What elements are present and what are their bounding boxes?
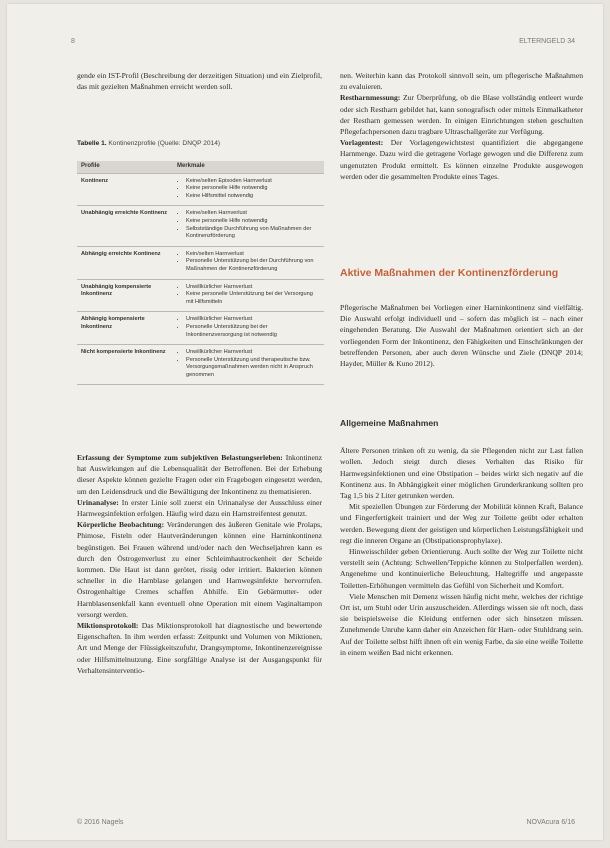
paragraph-lead: Körperliche Beobachtung:: [77, 520, 165, 530]
profile-cell: Unabhängig erreichte Kontinenz: [77, 206, 173, 246]
paragraph-lead: Vorlagentest:: [340, 138, 384, 148]
features-cell: [173, 312, 324, 345]
features-cell: [173, 345, 324, 385]
body-paragraph: [340, 92, 583, 137]
paragraph-text: Der Vorlagengewichtstest quantifiziert die abgegangene Harnmenge. Dazu wird die getragene Vorlage gewogen und die Differenz zum ungenutzten Produkt ermittelt. Es können einzelne Produkte ausgewogen werden oder die gesammelten Produkte eines Tages.: [340, 138, 583, 181]
table-row: [77, 173, 324, 206]
body-paragraph: [77, 519, 322, 620]
paragraph-lead: Miktionsprotokoll:: [77, 621, 139, 631]
page-number: 8: [71, 38, 75, 45]
paragraph-text: nen. Weiterhin kann das Protokoll sinnvoll sein, um pflegerische Maßnahmen zu evaluieren.: [340, 71, 583, 92]
body-paragraph: Mit speziellen Übungen zur Förderung der Mobilität können Kraft, Balance und Fingerfertigkeit trainiert und der Weg zur Toilette geübt oder erhalten werden. Bewegung dient der geistigen und körperlichen Leistungsfähigkeit und regt die inneren Organe an (Obstipationsprophylaxe).: [340, 502, 583, 545]
feature-item: • Keine Hilfsmittel notwendig: [186, 193, 320, 201]
features-list: [177, 349, 320, 379]
right-column-intro: [340, 70, 583, 182]
left-column-text: [77, 452, 322, 676]
feature-item: • Personelle Unterstützung und therapeutische bzw. Versorgungsmaßnahmen werden nicht in Anspruch genommen: [186, 357, 320, 380]
section-allgemeine: [340, 418, 583, 658]
profile-cell: Kontinenz: [77, 173, 173, 206]
features-list: [177, 210, 320, 240]
body-paragraph: [77, 452, 322, 497]
paragraph-lead: Erfassung der Symptome zum subjektiven Belastungserleben:: [77, 453, 283, 462]
features-cell: [173, 246, 324, 279]
table-row: [77, 206, 324, 246]
table-row: [77, 345, 324, 385]
section-aktive: [340, 266, 583, 369]
feature-item: • Keine/selten Episoden Harnverlust: [186, 178, 320, 186]
profile-cell: Abhängig erreichte Kontinenz: [77, 246, 173, 279]
feature-item: • Selbstständige Durchführung von Maßnahmen der Kontinenzförderung: [186, 226, 320, 241]
feature-item: • Keine personelle Unterstützung bei der Versorgung mit Hilfsmitteln: [186, 291, 320, 306]
features-list: [177, 251, 320, 274]
paragraph-lead: Urinanalyse:: [77, 497, 119, 507]
body-paragraph: Viele Menschen mit Demenz wissen häufig nicht mehr, welches der richtige Ort ist, um Stuhl oder Urin auszuscheiden. Allerdings wissen sie oft noch, dass sie beispielsweise die Kleidung entfernen oder sich hinsetzen müssen. Zunehmende Unruhe kann daher ein Anzeichen für Harn- oder Stuhldrang sein. Auf der Toilette selbst hilft ihnen oft ein wenig Farbe, da sie eine weiße Toilette in einem weißen Bad nicht erkennen.: [340, 591, 583, 657]
document-page: [7, 4, 603, 840]
table-row: [77, 246, 324, 279]
paragraph-text: Inkontinenz hat Auswirkungen auf die Lebensqualität der Betroffenen. Bei der Erhebung dieser Aspekte können gezielte Fragen oder ein Fragebogen eingesetzt werden, um den Leidensdruck und die Bewältigung der Inkontinenz zu thematisieren.: [77, 453, 323, 496]
features-cell: [173, 173, 324, 206]
features-list: [177, 284, 320, 307]
body-paragraph: [340, 70, 583, 92]
paragraph-text: In erster Linie soll zuerst ein Urinanalyse der Ausschluss einer Harnwegsinfektion erfolgen. Häufig wird dazu ein Harnstreifentest genutzt.: [77, 497, 322, 519]
running-header: ELTERNGELD 34: [519, 38, 575, 45]
section-heading-aktive: Aktive Maßnahmen der Kontinenzförderung: [340, 267, 559, 279]
caption-text: Kontinenzprofile (Quelle: DNQP 2014): [106, 140, 221, 147]
paragraph-text: Zur Überprüfung, ob die Blase vollständig entleert wurde oder sich Restharn gebildet hat, kann sonografisch oder mittels Einmalkatheter der Restharn gemessen werden. In einigen Einrichtungen stehen geschulten Pflegefachpersonen dazu tragbare Ultraschallgeräte zur Verfügung.: [340, 93, 583, 137]
paragraph-text: Das Miktionsprotokoll hat diagnostische und bewertende Eigenschaften. In ihm werden erfasst: Zeitpunkt und Volumen von Miktionen, Art und Menge der Flüssigkeitszufuhr, Drangsymptome, Inkontinenzereignisse oder Hilfsmittelnutzung. Eine sorgfältige Analyse ist der Ausgangspunkt für Verhaltensinterventio-: [77, 621, 322, 675]
feature-item: • Personelle Unterstützung bei der Inkontinenzversorgung ist notwendig: [186, 324, 320, 339]
features-list: [177, 316, 320, 339]
continence-profile-table: [77, 161, 324, 385]
paragraph-lead: Restharnmessung:: [340, 93, 401, 103]
intro-paragraph: gende ein IST-Profil (Beschreibung der derzeitigen Situation) und ein Zielprofil, das mit gezielten Maßnahmen erreicht werden soll.: [77, 71, 322, 92]
features-cell: [173, 279, 324, 312]
table-header-merkmale: Merkmale: [173, 161, 324, 173]
feature-item: • Personelle Unterstützung bei der Durchführung von Maßnahmen der Kontinenzförderung: [186, 258, 320, 273]
feature-item: • Kein/selten Harnverlust: [186, 251, 320, 259]
body-paragraph: [77, 620, 322, 676]
body-paragraph: [340, 137, 583, 182]
feature-item: • Unwillkürlicher Harnverlust: [186, 284, 320, 292]
body-paragraph: [77, 497, 322, 519]
table-row: [77, 312, 324, 345]
table-header-profil: Profile: [77, 161, 173, 173]
profile-cell: Unabhängig kompensierte Inkontinenz: [77, 279, 173, 312]
paragraph-text: Veränderungen des äußeren Genitale wie Prolaps, Phimose, Fisteln oder Hautveränderungen können eine Harninkontinenz begünstigen. Bei Frauen während und/oder nach den Wechseljahren kann es durch den Östrogenverlust zu einer Schleimhautrockenheit der Scheide kommen. Die Haut ist dann gerötet, rissig oder irritiert. Bakterien können schneller in die Harnblase gelangen und Harnwegsinfekte hervorrufen. Östrogenhaltige Cremes schaffen Abhilfe. Ein Gebärmutter- oder Harnblasensenkfall kann eventuell ohne Operation mit einem Vaginaltampon versorgt werden.: [77, 520, 322, 619]
feature-item: • Unwillkürlicher Harnverlust: [186, 316, 320, 324]
footer-copyright: © 2016 Nagels: [77, 819, 124, 826]
feature-item: • Keine/selten Harnverlust: [186, 210, 320, 218]
caption-label: Tabelle 1.: [77, 140, 107, 147]
profile-cell: Nicht kompensierte Inkontinenz: [77, 345, 173, 385]
features-cell: [173, 206, 324, 246]
allgemeine-paragraphs: [340, 445, 583, 658]
table-caption: [77, 140, 322, 147]
features-list: [177, 178, 320, 201]
feature-item: • Unwillkürlicher Harnverlust: [186, 349, 320, 357]
table-row: [77, 279, 324, 312]
subheading-allgemeine: Allgemeine Maßnahmen: [340, 418, 439, 428]
aktive-paragraph: Pflegerische Maßnahmen bei Vorliegen einer Harninkontinenz sind vielfältig. Die Auswahl erfolgt individuell und – sofern das möglich ist – nach einer eingehenden Beratung. Die Auswahl der Maßnahmen orientiert sich an der vorliegenden Form der Inkontinenz, den Fähigkeiten und Einschränkungen der betreffenden Personen, aber auch deren Wünsche und Ziele (DNQP 2014; Hayder, Müller & Kuno 2012).: [340, 303, 583, 369]
feature-item: • Keine personelle Hilfe notwendig: [186, 218, 320, 226]
footer-journal: NOVAcura 6/16: [526, 819, 575, 826]
body-paragraph: Hinweisschilder geben Orientierung. Auch sollte der Weg zur Toilette nicht verstellt sein (Achtung: Schwellen/Teppiche können zu Stolperfallen werden). Angenehme und kontinuierliche Beleuchtung, Haltegriffe und angepasste Toiletten-Erhöhungen vermitteln das Gefühl von Sicherheit und Komfort.: [340, 547, 583, 590]
body-paragraph: Ältere Personen trinken oft zu wenig, da sie Pflegenden nicht zur Last fallen wollen. Jedoch steigt durch dieses Verhalten das Risiko für Harnwegsinfektionen und eine Obstipation – beides wirkt sich negativ auf die Kontinenz aus. In Abhängigkeit einer möglichen Grunderkrankung sollten pro Tag 1,5 bis 2 Liter getrunken werden.: [340, 446, 583, 501]
feature-item: • Keine personelle Hilfe notwendig: [186, 185, 320, 193]
profile-cell: Abhängig kompensierte Inkontinenz: [77, 312, 173, 345]
left-intro: [77, 70, 322, 92]
